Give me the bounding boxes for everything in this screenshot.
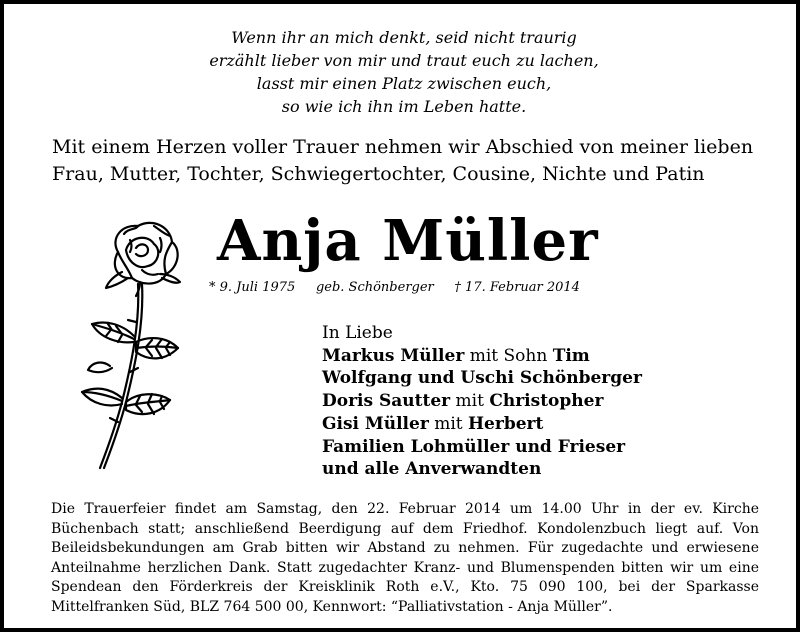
mourner-line: [322, 345, 722, 368]
mourner-name: Herbert: [468, 413, 544, 434]
mourner-connector: mit: [428, 413, 468, 434]
poem-line: so wie ich ihn im Leben hatte.: [281, 97, 527, 116]
funeral-notice: Die Trauerfeier findet am Samstag, den 22. Februar 2014 um 14.00 Uhr in der ev. Kirche Büchenbach statt; anschließend Beerdigung auf dem Friedhof. Kondolenzbuch liegt auf. Von Beileidsbekundungen am Grab bitten wir Abstand zu nehmen. Für zugedachte und erwiesene Anteilnahme herzlichen Dank. Statt zugedachter Kranz- und Blumenspenden bitten wir um eine Spendean den Förderkreis der Kreisklinik Roth e.V., Kto. 75 090 100, bei der Sparkasse Mittelfranken Süd, BLZ 764 500 00, Kennwort: “Palliativstation - Anja Müller”.: [51, 501, 759, 615]
intro-text: [52, 134, 772, 188]
mourner-name: Familien Lohmüller und Frieser: [322, 436, 626, 457]
mourner-line: [322, 436, 722, 459]
mourner-line: [322, 367, 722, 390]
intro-line: Mit einem Herzen voller Trauer nehmen wir Abschied von meiner lieben: [52, 136, 754, 158]
intro-line: Frau, Mutter, Tochter, Schwiegertochter, Cousine, Nichte und Patin: [52, 163, 705, 185]
mourner-name: Gisi Müller: [322, 413, 429, 434]
mourner-name: Markus Müller: [322, 345, 465, 366]
poem-line: erzählt lieber von mir und traut euch zu lachen,: [209, 51, 599, 70]
rose-icon: [66, 212, 196, 474]
mourner-connector: mit: [450, 391, 490, 412]
mourner-line: [322, 390, 722, 413]
mourner-name: Doris Sautter: [322, 391, 451, 412]
in-liebe-label: In Liebe: [322, 323, 393, 343]
mourner-name: Tim: [552, 345, 590, 366]
deceased-name: Anja Müller: [217, 208, 599, 274]
mourner-name: Christopher: [489, 391, 604, 412]
mourner-name: und alle Anverwandten: [322, 459, 542, 480]
poem: [4, 26, 800, 118]
mourner-connector: mit Sohn: [464, 345, 553, 366]
poem-line: Wenn ihr an mich denkt, seid nicht traurig: [231, 28, 577, 47]
mourner-line: [322, 413, 722, 436]
birth-death-dates: * 9. Juli 1975 geb. Schönberger † 17. Februar 2014: [209, 280, 580, 295]
mourners-list: [322, 322, 722, 481]
poem-line: lasst mir einen Platz zwischen euch,: [256, 74, 552, 93]
mourner-name: Wolfgang und Uschi Schönberger: [322, 368, 642, 389]
mourner-line: [322, 458, 722, 481]
